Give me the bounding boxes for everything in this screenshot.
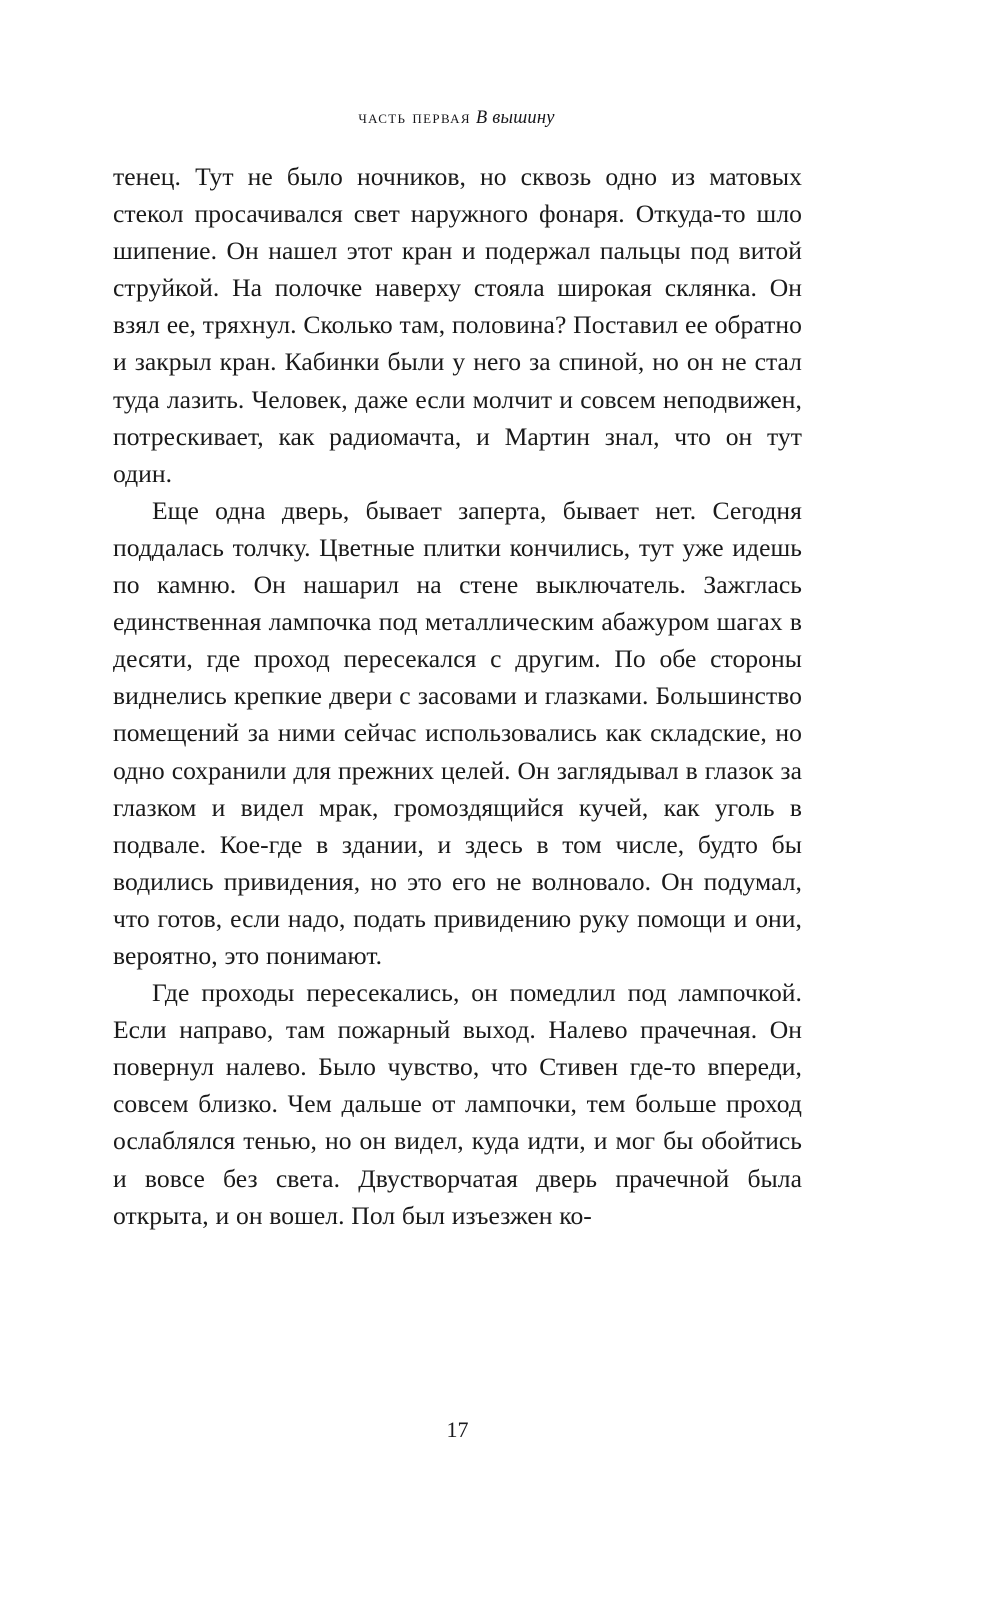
paragraph: Где проходы пересекались, он помедлил под лампочкой. Если направо, там пожарный выход. Налево прачечная. Он повернул налево. Было чувство, что Стивен где-то впереди, совсем близко. Чем дальше от лампочки, тем больше проход ослаблялся тенью, но он видел, куда идти, и мог бы обойтись и вовсе без света. Двустворчатая дверь прачечной была открыта, и он вошел. Пол был изъезжен ко-	[113, 978, 802, 1230]
page-number: 17	[446, 1417, 469, 1442]
paragraph: тенец. Тут не было ночников, но сквозь одно из матовых стекол просачивался свет наружного фонаря. Откуда-то шло шипение. Он нашел этот кран и подержал пальцы под витой струйкой. На полочке наверху стояла широкая склянка. Он взял ее, тряхнул. Сколько там, половина? Поставил ее обратно и закрыл кран. Кабинки были у него за спиной, но он не стал туда лазить. Человек, даже если молчит и совсем неподвижен, потрескивает, как радиомачта, и Мартин знал, что он тут один.	[113, 162, 802, 488]
running-head-section-title: В вышину	[475, 108, 555, 128]
body-text-block	[113, 158, 802, 1234]
paragraph: Еще одна дверь, бывает заперта, бывает нет. Сегодня поддалась толчку. Цветные плитки кончились, тут уже идешь по камню. Он нашарил на стене выключатель. Зажглась единственная лампочка под металлическим абажуром шагах в десяти, где проход пересекался с другим. По обе стороны виднелись крепкие двери с засовами и глазками. Большинство помещений за ними сейчас использовались как складские, но одно сохранили для прежних целей. Он заглядывал в глазок за глазком и видел мрак, громоздящийся кучей, как уголь в подвале. Кое-где в здании, и здесь в том числе, будто бы водились привидения, но это его не волновало. Он подумал, что готов, если надо, подать привидению руку помощи и они, вероятно, это понимают.	[113, 495, 802, 970]
running-head	[113, 106, 800, 129]
running-head-part-label: часть первая	[358, 108, 471, 128]
